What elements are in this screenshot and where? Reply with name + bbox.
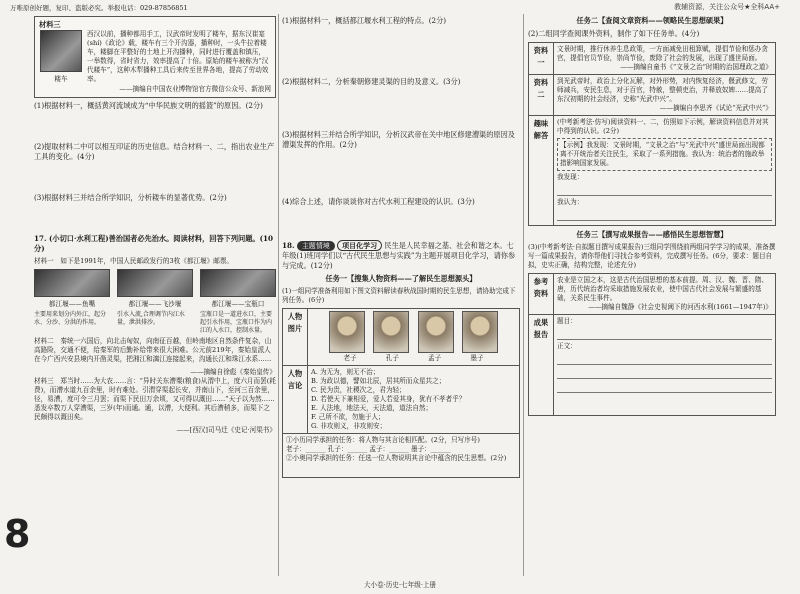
question-18-number: 18. <box>282 241 295 250</box>
title-label: 题目： <box>557 317 577 325</box>
quote-item: A. 为无为，则无不治； <box>311 368 380 376</box>
row-head: 资料一 <box>529 43 554 75</box>
person-name: 孔子 <box>385 354 399 362</box>
question-18-text: 民生是人民幸福之基、社会和谐之本。七年级(1)班同学们以“古代民生思想与实践”为主题开展项目化学习，请你参与完成。(12分) <box>282 241 516 270</box>
q17-material-2: 材料二 秦统一六国后，向北击匈奴，向南征百越，但岭南地区自然条件复杂，山高路险，交通不便，给秦军的后勤补给带来很大困难。公元前219年，秦始皇派人在今广西兴安县境内开凿灵渠，把湘江和漓江连接起来，沟通长江和珠江水系…… <box>34 337 272 363</box>
material-source: ——摘编自童书《“文景之治”时期的治国理政之道》 <box>620 63 772 71</box>
row-head: 趣味解答 <box>529 116 554 226</box>
q17-question-3: (3)根据材料三并结合所学知识，分析汉武帝在关中地区修建漕渠的原因及漕渠发挥的作用。(2分) <box>282 130 515 149</box>
task-sheet-table <box>528 42 776 226</box>
material-3-box <box>34 16 276 98</box>
header-left: 万唯原创好题，复印、盗版必究。举报电话：029-87856851 <box>10 4 188 12</box>
q17-question-2: (2)根据材料二，分析秦朝修建灵渠的目的及意义。(3分) <box>282 77 461 86</box>
stamp-caption: 都江堰——飞沙堰 <box>128 300 182 308</box>
person-name: 孟子 <box>428 354 442 362</box>
task-3-title: 任务三【撰写成果报告——感悟民生思想智慧】 <box>576 230 728 239</box>
quote-item: C. 民为贵，社稷次之，君为轻； <box>311 386 406 394</box>
body-label: 正文： <box>557 342 577 350</box>
question-2: (2)提取材料二中可以相互印证的历史信息。结合材料一、二，指出农业生产工具的变化。(4分) <box>34 142 275 161</box>
material-text: 西汉以前，播种都用手工，汉武帝时发明了耧车，据东汉崔寔(shí)《政论》载，耧车有三个开沟器，播种时，一头牛拉着耧车，耧脚在平整好的土地上开沟播种，同时进行覆盖和镇压，一举数得，省时省力，效率提高了十倍。原始的耧车被称为“汉代耧车”，这种木犁播种工具后来传至世界各地，提高了劳动效率。 <box>87 30 269 83</box>
stamp-caption: 都江堰——宝瓶口 <box>211 300 265 308</box>
column-divider <box>523 14 524 576</box>
question-1: (1)根据材料一，概括黄河流域成为“中华民族文明的摇篮”的原因。(2分) <box>34 101 263 110</box>
material-source: ——[西汉]司马迁《史记·河渠书》 <box>176 426 276 434</box>
found-label: 我发现： <box>557 173 584 181</box>
question-3: (3)根据材料三并结合所学知识，分析耧车的显著优势。(2分) <box>34 193 227 202</box>
column-divider <box>278 14 279 576</box>
row-head: 人物图片 <box>283 309 308 366</box>
column-middle <box>282 16 520 576</box>
stamp-caption: 都江堰——鱼嘴 <box>48 300 96 308</box>
portrait-image <box>418 311 454 353</box>
image-caption: 耧车 <box>54 75 68 83</box>
portrait-image <box>373 311 409 353</box>
question-17: 17. (小切口·水利工程)善治国者必先治水。阅读材料，回答下列问题。(10分) <box>34 234 273 253</box>
example-box: 【示例】我发现：文景时期，“文景之治”与“光武中兴”盛世局面出现都离不开统治者关注民生，采取了一系列措施。我认为：统治者的施政举措影响国家发展。 <box>557 138 772 171</box>
quote-item: E. 人法地，地法天，天法道，道法自然； <box>311 404 433 412</box>
q17-material-3: 材料三 郑当时……为大农……言：“异时关东漕粟(粮食)从渭中上，度六月而罢(耗费)，而漕水道九百余里，时有难处。引渭穿渠起长安，并南山下，至河三百余里，径，易漕，度可令三月罢；而渠下民田万余顷，又可得以溉田……”天子以为然……悉发卒数万人穿漕渠，三岁(年)而通。通，以漕，大便利。其后漕稍多，而渠下之民颇得以溉田矣。 <box>34 377 276 421</box>
stamp-image <box>34 269 110 297</box>
material-source: ——摘编自中国农业博物馆官方微信公众号、新浪网 <box>119 85 271 93</box>
matching-blanks[interactable]: 老子：______ 孔子：______ 孟子：______ 墨子：______ <box>286 445 451 453</box>
answer-desc: (中考新考法·仿写)阅读资料一、二，仿照如下示例，解读资料信息并对其中得到的认识。(2分) <box>557 118 769 135</box>
portrait-image <box>329 311 365 353</box>
quote-item: B. 为政以德，譬如北辰，居其所而众星共之； <box>311 377 446 385</box>
row-head: 成果报告 <box>529 315 554 416</box>
portrait-image <box>462 311 498 353</box>
task-3-desc: (3)(中考新考法·自拟题目撰写成果报告)三组同学围绕前两组同学学习的成果，准备撰写一篇成果报告，请你帮他们寻找合参考资料，完成撰写任务。(6分，要求：题目自拟，史实正确，结构完整，论述充分) <box>528 243 776 269</box>
header-watermark: 教辅资源，关注公众号★全科AA+ <box>674 3 780 11</box>
material-source: ——摘编自魏静《社会史视阈下的河西水利(1661—1947年)》 <box>588 303 772 311</box>
project-tag: 项目化学习 <box>337 240 382 251</box>
task-2-title: 任务二【查阅文章资料——领略民生思想硕果】 <box>576 16 728 25</box>
plough-image <box>40 30 82 72</box>
answer-line[interactable] <box>557 184 772 196</box>
answer-line[interactable] <box>557 353 772 365</box>
row-head: 人物言论 <box>283 366 308 434</box>
person-name: 墨子 <box>470 354 484 362</box>
answer-line[interactable] <box>557 367 772 379</box>
reference-text: 农业是立国之本，这是古代治国思想的基本前提。周、汉、魏、晋、隋、唐，历代统治者均采取措施发展农业，使中国古代社会发展与繁盛的基础，关系民生事件。 <box>557 276 768 302</box>
footer: 大小卷·历史·七年级·上册 <box>363 581 437 589</box>
material-label: 材料三 <box>39 20 61 29</box>
stamp-image <box>117 269 193 297</box>
person-name: 老子 <box>343 354 357 362</box>
people-table <box>282 308 520 478</box>
row-head: 参考资料 <box>529 274 554 315</box>
stamp-desc: 引水入流,合理调节内江水量，泄洪排沙。 <box>117 311 185 326</box>
material-source: ——摘编自李思齐《试论“光武中兴”》 <box>659 104 772 112</box>
material-1-text: 文景时期，推行休养生息政策，一方面减免田租算赋，提倡节俭和惩办贪官，提倡官员节俭，崇尚节俭，废除了社会的发展，出现了盛世局面。 <box>557 45 768 62</box>
subtask-1: ①小历同学承担的任务：将人物与其言论相匹配。(2分，只写序号) <box>286 436 480 444</box>
q17-question-4: (4)综合上述，请你谈谈你对古代水利工程建设的认识。(3分) <box>282 197 475 206</box>
answer-line[interactable] <box>557 209 772 221</box>
answer-line[interactable] <box>557 381 772 393</box>
column-right <box>528 16 776 576</box>
task-1-title: 任务一【搜集人物资料——了解民生思想源头】 <box>325 274 477 283</box>
material-2-text: 到光武帝时，政治上分化瓦解，对外形势，对内恢复经济，偃武修文，劳师减兵，安民生息，对于百官，特赦，整顿吏治，并释放奴婢……提高了东汉初期的社会经济，史称“光武中兴”。 <box>557 77 768 103</box>
think-label: 我认为： <box>557 198 584 206</box>
page-number-mark: 8 <box>4 512 31 556</box>
stamp-desc: 主要用来划分内外江，起分水、分沙、分洪的作用。 <box>34 311 107 326</box>
stamp-image <box>200 269 276 297</box>
quote-item: G. 非攻则义，非攻则安； <box>311 422 387 430</box>
q17-material-1: 材料一 如下是1991年，中国人民邮政发行的3枚《都江堰》邮票。 <box>34 257 234 265</box>
row-head: 资料二 <box>529 75 554 116</box>
report-table <box>528 273 776 416</box>
quote-item: D. 若使天下兼相爱，爱人若爱其身，犹有不孝者乎？ <box>311 395 466 403</box>
column-left <box>34 16 276 576</box>
q17-question-1: (1)根据材料一，概括都江堰水利工程的特点。(2分) <box>282 16 447 25</box>
answer-line[interactable] <box>557 328 772 340</box>
task-1-desc: (1)一组同学准备利用如下图文资料解读春秋战国时期的民生思想，请协助完成下列任务。(6分) <box>282 287 516 304</box>
material-source: ——摘编自徐彪《秦始皇传》 <box>190 368 276 376</box>
subtask-2: ②小奥同学承担的任务：任选一位人物说明其言论中蕴含的民生思想。(2分) <box>286 454 507 462</box>
stamp-desc: 宝瓶口是一道进水口，主要起引水作用，宝瓶口作为内江的入水口，控制水量。 <box>200 311 273 334</box>
theme-tag: 主题情境 <box>297 241 335 251</box>
task-2-desc: (2)二组同学查阅课外资料，制作了如下任务单。(4分) <box>528 29 700 38</box>
quote-item: F. 己所不欲，勿施于人； <box>311 413 385 421</box>
